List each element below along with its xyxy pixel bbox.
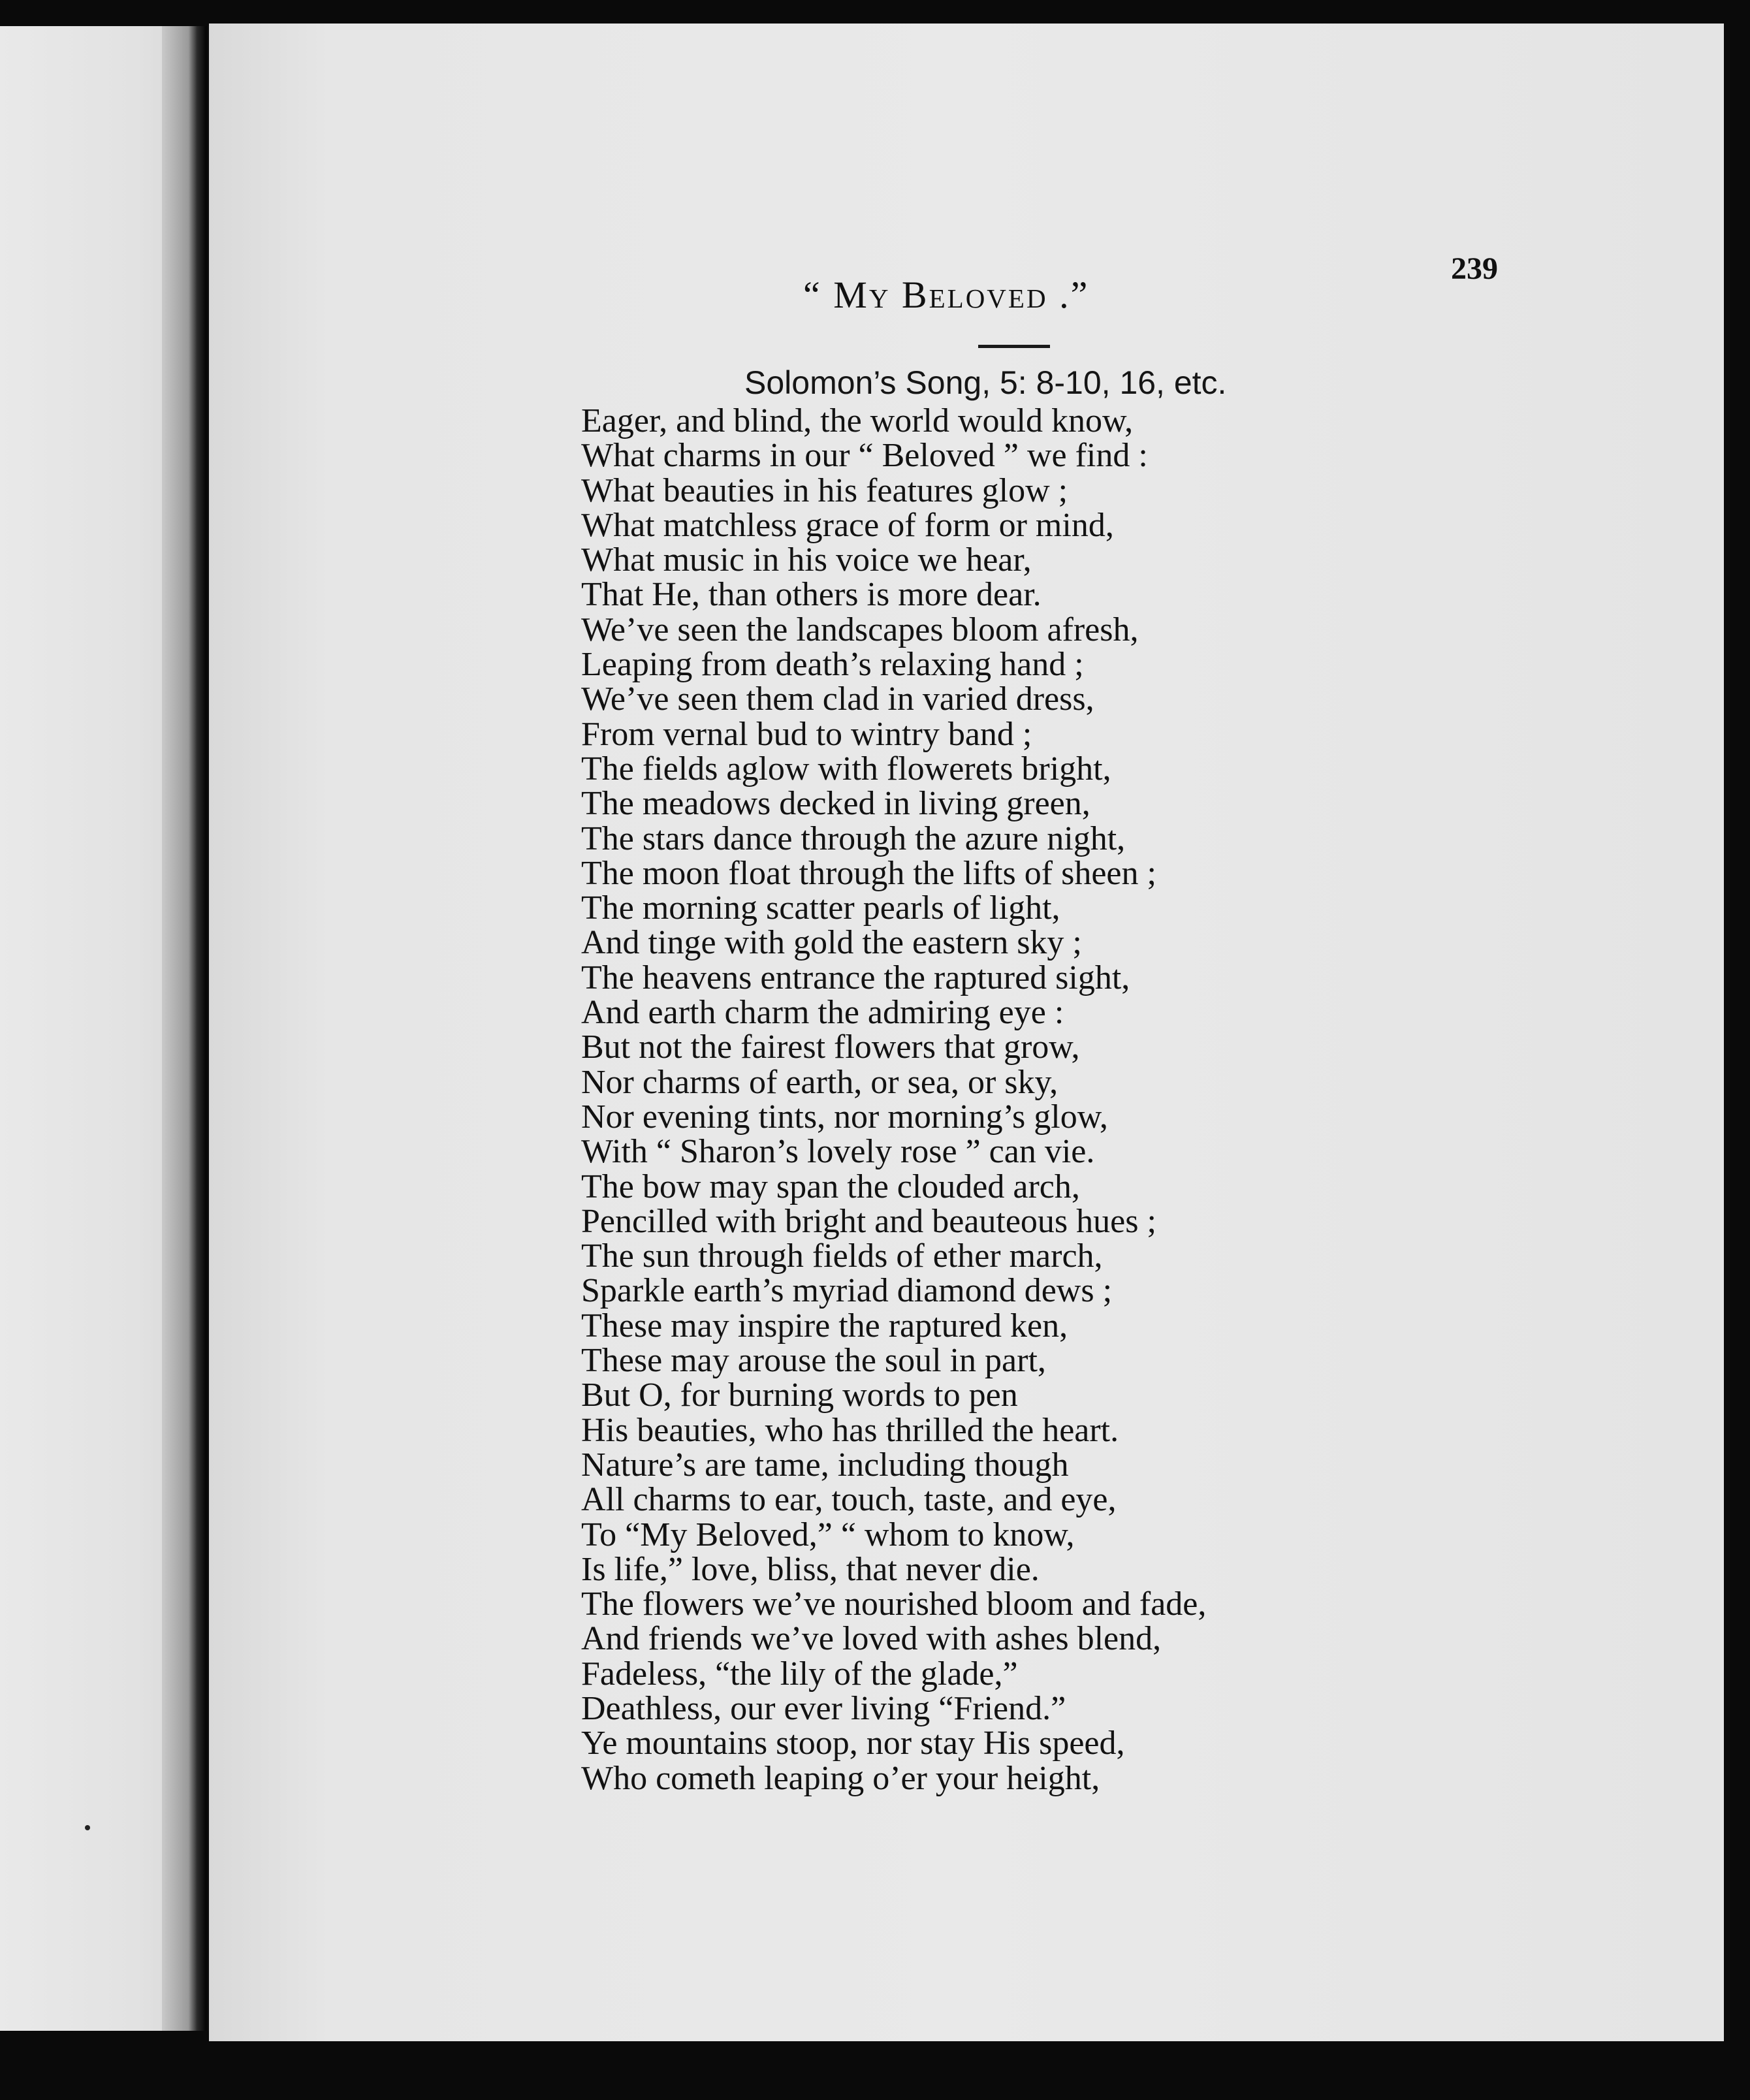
poem-line: Deathless, our ever living “Friend.” bbox=[581, 1689, 1066, 1727]
poem-line: Is life,” love, bliss, that never die. bbox=[581, 1550, 1040, 1588]
poem-line: Nor charms of earth, or sea, or sky, bbox=[581, 1063, 1058, 1101]
poem-line: These may inspire the raptured ken, bbox=[581, 1307, 1068, 1344]
poem-line: To “My Beloved,” “ whom to know, bbox=[581, 1516, 1075, 1553]
poem-line: The fields aglow with flowerets bright, bbox=[581, 750, 1111, 788]
poem-line: Fadeless, “the lily of the glade,” bbox=[581, 1655, 1018, 1693]
poem-line: From vernal bud to wintry band ; bbox=[581, 715, 1032, 753]
poem-line: Nature’s are tame, including though bbox=[581, 1446, 1069, 1484]
poem-line: The morning scatter pearls of light, bbox=[581, 889, 1060, 927]
poem-line: His beauties, who has thrilled the heart. bbox=[581, 1411, 1119, 1449]
poem-title: “ My Beloved .” bbox=[803, 274, 1090, 316]
poem-line: Eager, and blind, the world would know, bbox=[581, 402, 1134, 439]
poem-line: But not the fairest flowers that grow, bbox=[581, 1028, 1080, 1066]
poem-line: The heavens entrance the raptured sight, bbox=[581, 959, 1130, 996]
poem-line: What music in his voice we hear, bbox=[581, 541, 1032, 579]
poem-line: But O, for burning words to pen bbox=[581, 1376, 1018, 1414]
poem-line: Pencilled with bright and beauteous hues ; bbox=[581, 1202, 1156, 1240]
poem-line: These may arouse the soul in part, bbox=[581, 1342, 1046, 1380]
poem-body bbox=[581, 404, 1397, 1796]
poem-line: We’ve seen them clad in varied dress, bbox=[581, 680, 1094, 718]
poem-line: Leaping from death’s relaxing hand ; bbox=[581, 646, 1084, 684]
scripture-reference: Solomon’s Song, 5: 8-10, 16, etc. bbox=[744, 364, 1227, 401]
title-divider-rule bbox=[978, 345, 1050, 348]
poem-line: What matchless grace of form or mind, bbox=[581, 506, 1114, 544]
ink-speck bbox=[85, 1825, 90, 1830]
poem-line: And friends we’ve loved with ashes blend, bbox=[581, 1620, 1162, 1658]
poem-line: The stars dance through the azure night, bbox=[581, 819, 1126, 857]
poem-line: The flowers we’ve nourished bloom and fade, bbox=[581, 1585, 1207, 1623]
poem-line: What charms in our “ Beloved ” we find : bbox=[581, 437, 1148, 475]
poem-line: All charms to ear, touch, taste, and eye, bbox=[581, 1481, 1117, 1519]
poem-line: The meadows decked in living green, bbox=[581, 785, 1090, 823]
poem-line: What beauties in his features glow ; bbox=[581, 471, 1068, 509]
poem-line: The moon float through the lifts of sheen ; bbox=[581, 854, 1156, 892]
poem-line: We’ve seen the landscapes bloom afresh, bbox=[581, 611, 1139, 648]
poem-line: Ye mountains stoop, nor stay His speed, bbox=[581, 1725, 1125, 1762]
poem-line: And earth charm the admiring eye : bbox=[581, 994, 1064, 1032]
poem-line: With “ Sharon’s lovely rose ” can vie. bbox=[581, 1133, 1095, 1171]
poem-line: That He, than others is more dear. bbox=[581, 576, 1042, 614]
poem-line: Nor evening tints, nor morning’s glow, bbox=[581, 1098, 1108, 1136]
page-number: 239 bbox=[1451, 251, 1498, 286]
poem-line: The bow may span the clouded arch, bbox=[581, 1168, 1080, 1205]
poem-line: And tinge with gold the eastern sky ; bbox=[581, 924, 1082, 962]
poem-line: The sun through fields of ether march, bbox=[581, 1237, 1103, 1275]
poem-line: Sparkle earth’s myriad diamond dews ; bbox=[581, 1272, 1113, 1310]
poem-line: Who cometh leaping o’er your height, bbox=[581, 1759, 1100, 1797]
